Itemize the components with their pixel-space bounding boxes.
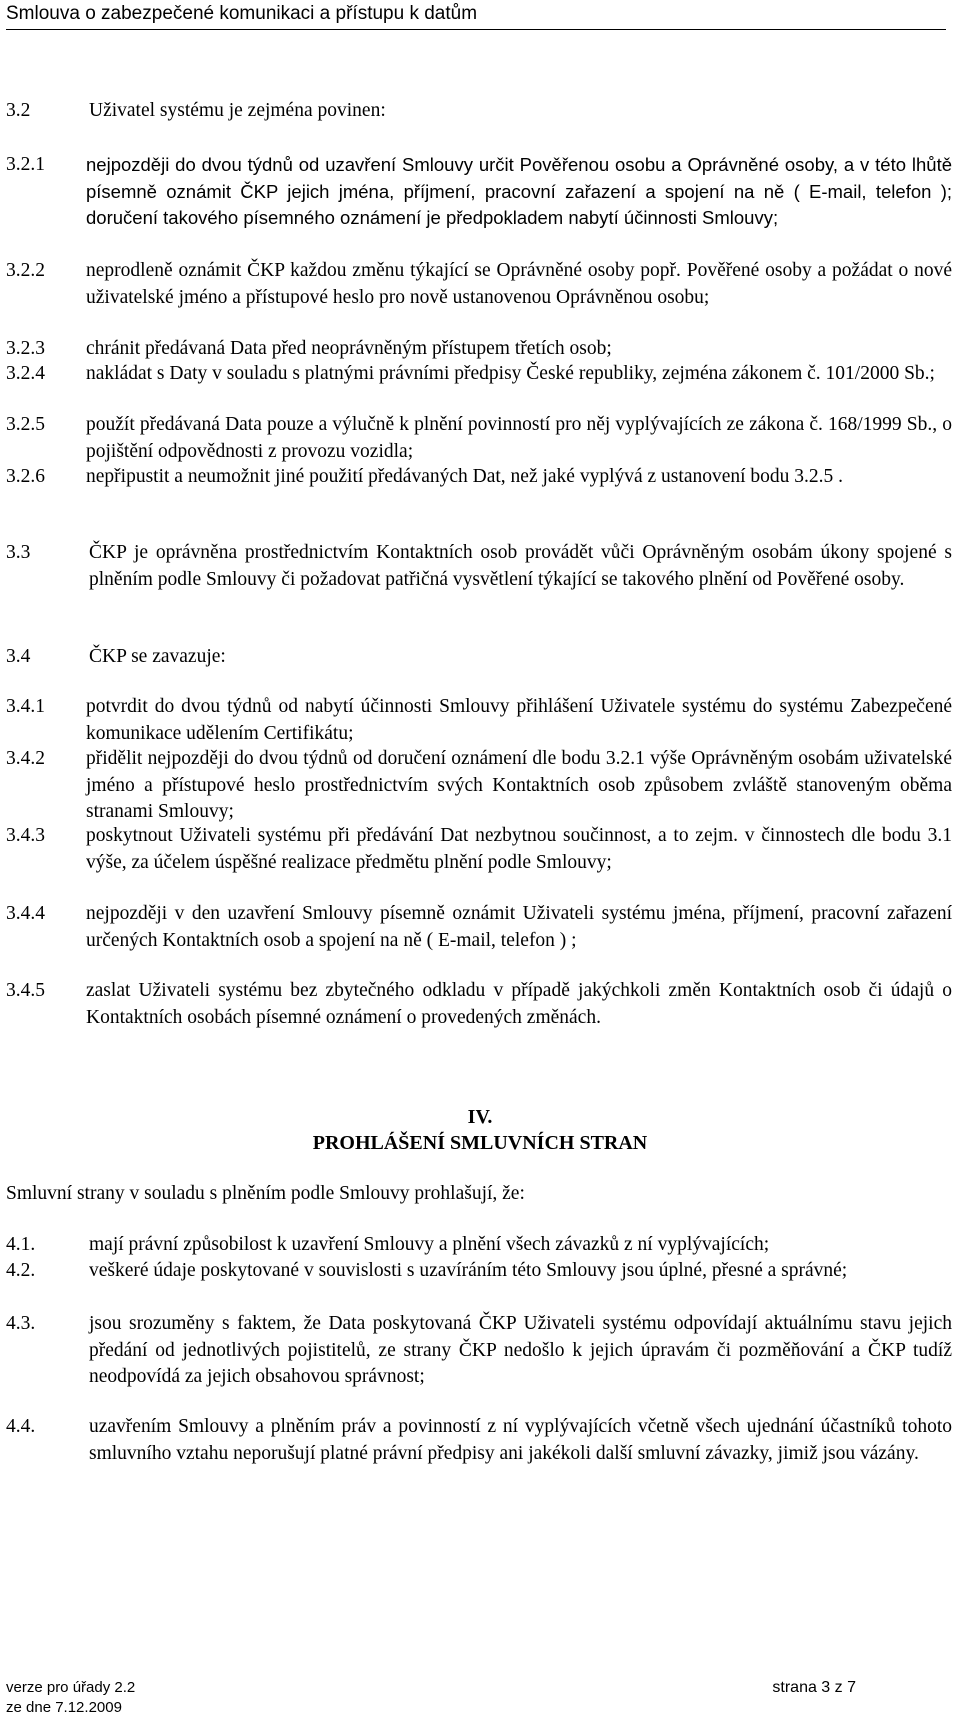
clause-text: mají právní způsobilost k uzavření Smlouvy a plnění všech závazků z ní vyplývajících; bbox=[89, 1234, 770, 1255]
clause-number: 3.2.3 bbox=[6, 338, 45, 359]
clause-number: 3.2.6 bbox=[6, 466, 45, 487]
document-title: Smlouva o zabezpečené komunikaci a přístupu k datům bbox=[6, 3, 478, 24]
section-text: ČKP je oprávněna prostřednictvím Kontaktních osob provádět vůči Oprávněným osobám úkony spojené s plněním podle Smlouvy či požadovat patřičná vysvětlení týkající se takového plnění od Pověřené osoby. bbox=[89, 542, 952, 590]
clause-text: chránit předávaná Data před neoprávněným přístupem třetích osob; bbox=[86, 338, 612, 359]
clause-number: 3.4.3 bbox=[6, 825, 45, 846]
section-number: 3.2 bbox=[6, 100, 31, 121]
footer-page-number: strana 3 z 7 bbox=[772, 1679, 856, 1696]
page-header bbox=[6, 3, 946, 30]
clause-text: jsou srozuměny s faktem, že Data poskytovaná ČKP Uživateli systému odpovídají aktuálnímu stavu jejich předání od jednotlivých pojistitelů, ze strany ČKP nedošlo k jejich úpravám či pozměňování a ČKP tudíž neodpovídá za jejich obsahovou správnost; bbox=[89, 1313, 952, 1387]
clause-text: poskytnout Uživateli systému při předávání Dat nezbytnou součinnost, a to zejm. v činnostech dle bodu 3.1 výše, za účelem úspěšné realizace předmětu plnění podle Smlouvy; bbox=[86, 825, 952, 873]
clause-number: 4.3. bbox=[6, 1313, 36, 1334]
clause-text: potvrdit do dvou týdnů od nabytí účinnosti Smlouvy přihlášení Uživatele systému do systému Zabezpečené komunikace udělením Certifikátu; bbox=[86, 696, 952, 744]
clause-number: 3.2.1 bbox=[6, 154, 45, 175]
section-heading: ČKP se zavazuje: bbox=[89, 646, 226, 667]
clause-text: zaslat Uživateli systému bez zbytečného odkladu v případě jakýchkoli změn Kontaktních osob či údajů o Kontaktních osobách písemné oznámení o provedených změnách. bbox=[86, 980, 952, 1028]
section-iv-intro: Smluvní strany v souladu s plněním podle Smlouvy prohlašují, že: bbox=[6, 1183, 525, 1204]
clause-text: nepřipustit a neumožnit jiné použití předávaných Dat, než jaké vyplývá z ustanovení bodu 3.2.5 . bbox=[86, 466, 844, 487]
section-number: 3.4 bbox=[6, 646, 31, 667]
footer-version: verze pro úřady 2.2 bbox=[6, 1679, 136, 1696]
clause-text: nejpozději do dvou týdnů od uzavření Smlouvy určit Pověřenou osobu a Oprávněné osoby, a v této lhůtě písemně oznámit ČKP jejich jména, příjmení, pracovní zařazení a spojení na ně ( E-mail, telefon ); doručení takového písemného oznámení je předpokladem nabytí účinnosti Smlouvy; bbox=[86, 154, 952, 228]
clause-text: použít předávaná Data pouze a výlučně k plnění povinností pro něj vyplývajících ze zákona č. 168/1999 Sb., o pojištění odpovědnosti z provozu vozidla; bbox=[86, 414, 952, 462]
clause-number: 3.2.4 bbox=[6, 363, 45, 384]
clause-number: 3.4.5 bbox=[6, 980, 45, 1001]
clause-number: 4.4. bbox=[6, 1416, 36, 1437]
clause-number: 3.4.1 bbox=[6, 696, 45, 717]
section-heading: Uživatel systému je zejména povinen: bbox=[89, 100, 386, 121]
clause-number: 3.4.4 bbox=[6, 903, 45, 924]
clause-number: 4.2. bbox=[6, 1260, 36, 1281]
clause-text: nakládat s Daty v souladu s platnými právními předpisy České republiky, zejména zákonem č. 101/2000 Sb.; bbox=[86, 363, 935, 384]
page-footer bbox=[6, 1678, 946, 1718]
section-iv-title: PROHLÁŠENÍ SMLUVNÍCH STRAN bbox=[312, 1132, 648, 1154]
clause-text: nejpozději v den uzavření Smlouvy písemně oznámit Uživateli systému jména, příjmení, pracovní zařazení určených Kontaktních osob a spojení na ně ( E-mail, telefon ) ; bbox=[86, 903, 952, 951]
clause-text: přidělit nejpozději do dvou týdnů od doručení oznámení dle bodu 3.2.1 výše Oprávněným osobám uživatelské jméno a přístupové heslo prostřednictvím svých Kontaktních osob způsobem zvláště stanoveným oběma stranami Smlouvy; bbox=[86, 748, 952, 822]
clause-text: veškeré údaje poskytované v souvislosti s uzavíráním této Smlouvy jsou úplné, přesné a správné; bbox=[89, 1260, 848, 1281]
section-iv-numeral: IV. bbox=[467, 1106, 493, 1128]
clause-text: uzavřením Smlouvy a plněním práv a povinností z ní vyplývajících včetně všech ujednání účastníků tohoto smluvního vztahu neporušují platné právní předpisy ani jakékoli další smluvní závazky, jimiž jsou vázány. bbox=[89, 1416, 952, 1464]
clause-text: neprodleně oznámit ČKP každou změnu týkající se Oprávněné osoby popř. Pověřené osoby a požádat o nové uživatelské jméno a přístupové heslo pro nově ustanovenou Oprávněnou osobu; bbox=[86, 260, 952, 308]
section-number: 3.3 bbox=[6, 542, 31, 563]
clause-number: 4.1. bbox=[6, 1234, 36, 1255]
clause-number: 3.4.2 bbox=[6, 748, 45, 769]
clause-number: 3.2.2 bbox=[6, 260, 45, 281]
clause-number: 3.2.5 bbox=[6, 414, 45, 435]
footer-date: ze dne 7.12.2009 bbox=[6, 1699, 122, 1716]
